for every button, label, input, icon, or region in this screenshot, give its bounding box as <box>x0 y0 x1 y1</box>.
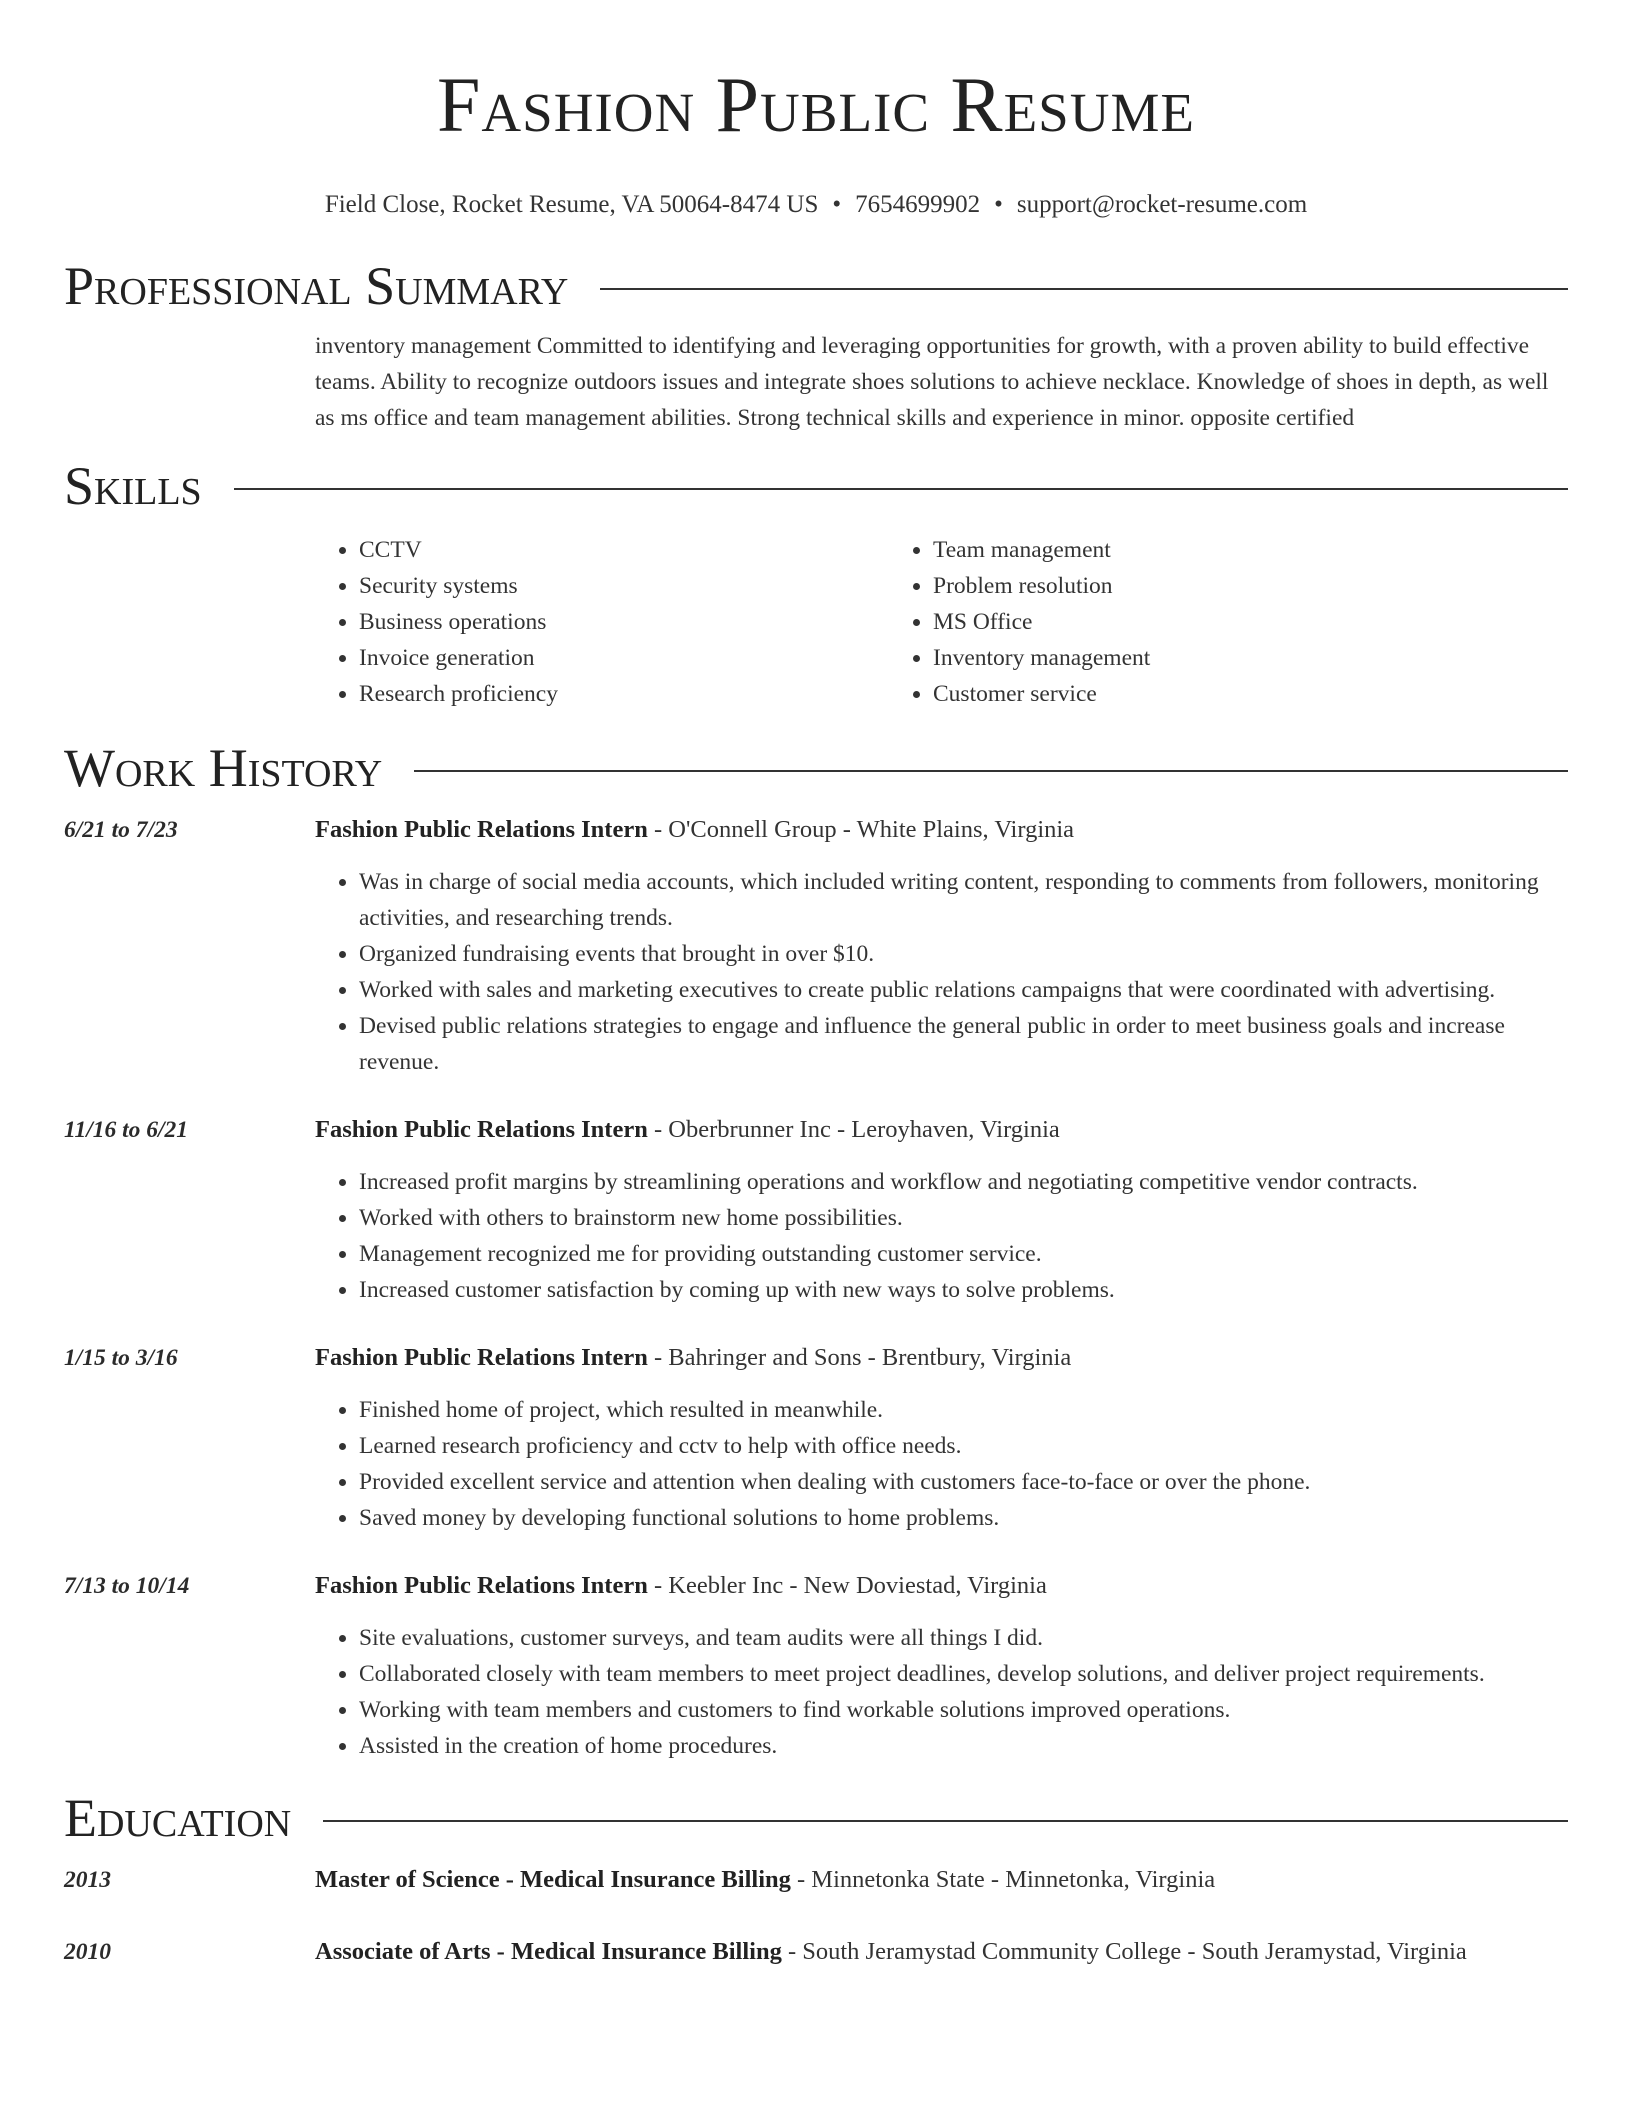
education-header <box>64 1786 1568 1850</box>
job-dates: 11/16 to 6/21 <box>64 1117 189 1143</box>
job-company-location: - Keebler Inc - New Doviestad, Virginia <box>647 1572 1047 1599</box>
education-degree: Master of Science - Medical Insurance Billing <box>315 1866 791 1893</box>
education-school-location: - South Jeramystad Community College - South Jeramystad, Virginia <box>781 1938 1467 1965</box>
skills-grid <box>315 532 1568 712</box>
job-dates: 1/15 to 3/16 <box>64 1345 178 1371</box>
section-divider <box>414 770 1568 772</box>
job-bullet: • Finished home of project, which resulted in meanwhile. <box>359 1392 1568 1428</box>
job-entry <box>64 1340 1568 1536</box>
job-bullet: • Was in charge of social media accounts, which included writing content, responding to comments from followers, monitoring activities, and researching trends. <box>359 864 1568 936</box>
skill-item: • Security systems <box>359 568 889 604</box>
education-year: 2010 <box>64 1939 111 1965</box>
job-bullets <box>315 1164 1568 1308</box>
contact-address: Field Close, Rocket Resume, VA 50064-8474 US <box>324 191 819 218</box>
section-divider <box>323 1820 1568 1822</box>
education-content <box>315 1934 1568 1970</box>
education-entry <box>64 1862 1568 1898</box>
skills-column-left <box>315 532 889 712</box>
job-bullets <box>315 1392 1568 1536</box>
job-heading <box>315 1112 1568 1148</box>
job-bullets <box>315 1620 1568 1764</box>
work-section <box>64 736 1568 1764</box>
job-bullet: • Management recognized me for providing outstanding customer service. <box>359 1236 1568 1272</box>
resume-name: Fashion Public Resume <box>437 61 1195 148</box>
job-title: Fashion Public Relations Intern <box>315 816 648 843</box>
education-degree: Associate of Arts - Medical Insurance Billing <box>315 1938 782 1965</box>
education-title: Education <box>64 1788 292 1848</box>
job-title: Fashion Public Relations Intern <box>315 1572 648 1599</box>
job-bullet: • Worked with others to brainstorm new home possibilities. <box>359 1200 1568 1236</box>
education-year: 2013 <box>64 1867 111 1893</box>
job-bullet: • Collaborated closely with team members to meet project deadlines, develop solutions, and deliver project requirements. <box>359 1656 1568 1692</box>
job-title: Fashion Public Relations Intern <box>315 1116 648 1143</box>
skills-header <box>64 454 1568 518</box>
education-entry <box>64 1934 1568 1970</box>
job-bullet: • Organized fundraising events that brought in over $10. <box>359 936 1568 972</box>
education-school-location: - Minnetonka State - Minnetonka, Virginia <box>790 1866 1216 1893</box>
job-dates: 6/21 to 7/23 <box>64 817 178 843</box>
job-bullet: • Increased profit margins by streamlining operations and workflow and negotiating competitive vendor contracts. <box>359 1164 1568 1200</box>
skill-item: • MS Office <box>933 604 1463 640</box>
section-divider <box>234 488 1568 490</box>
job-heading <box>315 1340 1568 1376</box>
job-content <box>315 1340 1568 1536</box>
contact-line <box>64 190 1568 220</box>
skills-title: Skills <box>64 456 202 516</box>
skills-column-right <box>889 532 1463 712</box>
job-entry <box>64 812 1568 1080</box>
skill-item: • Research proficiency <box>359 676 889 712</box>
job-bullet: • Devised public relations strategies to engage and influence the general public in order to meet business goals and increase revenue. <box>359 1008 1568 1080</box>
work-header <box>64 736 1568 800</box>
job-bullet: • Assisted in the creation of home procedures. <box>359 1728 1568 1764</box>
skill-item: • Inventory management <box>933 640 1463 676</box>
summary-title: Professional Summary <box>64 256 569 316</box>
job-bullet: • Provided excellent service and attention when dealing with customers face-to-face or over the phone. <box>359 1464 1568 1500</box>
job-content <box>315 1112 1568 1308</box>
contact-email: support@rocket-resume.com <box>1016 191 1308 218</box>
job-dates: 7/13 to 10/14 <box>64 1573 190 1599</box>
job-bullet: • Site evaluations, customer surveys, and team audits were all things I did. <box>359 1620 1568 1656</box>
job-bullet: • Learned research proficiency and cctv to help with office needs. <box>359 1428 1568 1464</box>
section-divider <box>600 288 1568 290</box>
job-bullet: • Working with team members and customers to find workable solutions improved operations. <box>359 1692 1568 1728</box>
skill-item: • CCTV <box>359 532 889 568</box>
job-content <box>315 812 1568 1080</box>
summary-section <box>64 254 1568 436</box>
job-bullet: • Worked with sales and marketing executives to create public relations campaigns that were coordinated with advertising. <box>359 972 1568 1008</box>
skill-item: • Invoice generation <box>359 640 889 676</box>
job-heading <box>315 1568 1568 1604</box>
job-title: Fashion Public Relations Intern <box>315 1344 648 1371</box>
summary-text: inventory management Committed to identifying and leveraging opportunities for growth, with a proven ability to build effective teams. Ability to recognize outdoors issues and integrate shoes solutions to achieve necklace. Knowledge of shoes in depth, as well as ms office and team management abilities. Strong technical skills and experience in minor. opposite certified <box>315 333 1549 431</box>
skill-item: • Customer service <box>933 676 1463 712</box>
job-content <box>315 1568 1568 1764</box>
contact-separator: • <box>994 191 1003 218</box>
job-company-location: - O'Connell Group - White Plains, Virginia <box>647 816 1075 843</box>
job-company-location: - Bahringer and Sons - Brentbury, Virginia <box>647 1344 1072 1371</box>
job-company-location: - Oberbrunner Inc - Leroyhaven, Virginia <box>647 1116 1060 1143</box>
job-heading <box>315 812 1568 848</box>
contact-phone: 7654699902 <box>855 191 981 218</box>
education-content <box>315 1862 1568 1898</box>
work-title: Work History <box>64 738 383 798</box>
skill-item: • Team management <box>933 532 1463 568</box>
job-entry <box>64 1568 1568 1764</box>
education-section <box>64 1786 1568 1970</box>
contact-separator: • <box>832 191 842 218</box>
job-bullets <box>315 864 1568 1080</box>
skills-section <box>64 454 1568 712</box>
skill-item: • Problem resolution <box>933 568 1463 604</box>
job-entry <box>64 1112 1568 1308</box>
skill-item: • Business operations <box>359 604 889 640</box>
summary-header <box>64 254 1568 318</box>
job-bullet: • Increased customer satisfaction by coming up with new ways to solve problems. <box>359 1272 1568 1308</box>
job-bullet: • Saved money by developing functional solutions to home problems. <box>359 1500 1568 1536</box>
